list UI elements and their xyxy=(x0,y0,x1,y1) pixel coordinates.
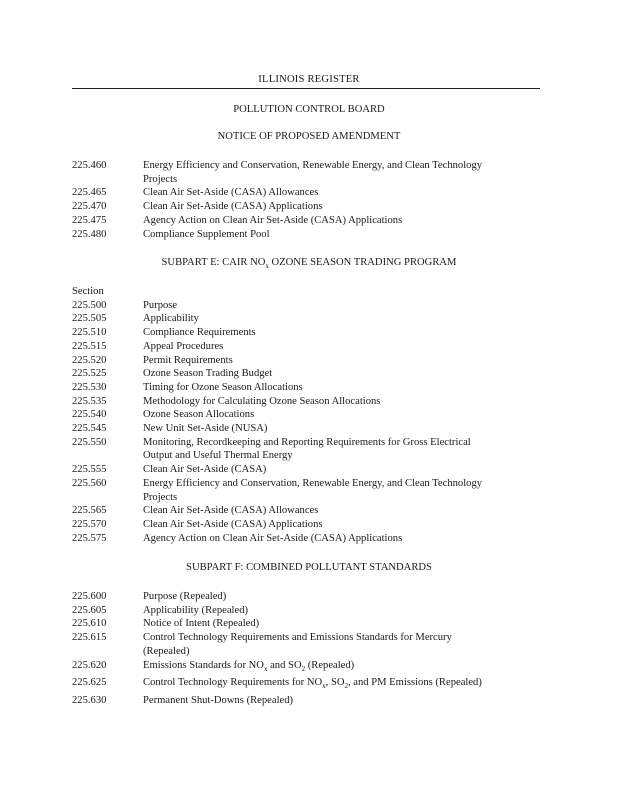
section-title: Timing for Ozone Season Allocations xyxy=(143,381,303,393)
list-item xyxy=(72,617,542,631)
list-item-continuation xyxy=(72,491,542,505)
list-item xyxy=(72,408,542,422)
section-number: 225.540 xyxy=(72,409,107,421)
section-title: Clean Air Set-Aside (CASA) Applications xyxy=(143,518,323,530)
section-title: Permanent Shut-Downs (Repealed) xyxy=(143,695,294,707)
section-title: Clean Air Set-Aside (CASA) xyxy=(143,464,267,476)
section-title: Clean Air Set-Aside (CASA) Applications xyxy=(143,201,323,213)
section-title: Control Technology Requirements and Emissions Standards for Mercury xyxy=(143,632,452,644)
section-title-cont: Output and Useful Thermal Energy xyxy=(143,450,293,462)
section-title-cont: (Repealed) xyxy=(143,645,190,657)
list-item xyxy=(72,532,542,546)
list-item xyxy=(72,214,542,228)
list-item xyxy=(72,340,542,354)
list-item xyxy=(72,200,542,214)
section-number: 225.620 xyxy=(72,659,107,671)
section-number: 225.625 xyxy=(72,677,107,689)
section-title: Clean Air Set-Aside (CASA) Allowances xyxy=(143,187,319,199)
list-item xyxy=(72,477,542,491)
list-item xyxy=(72,422,542,436)
subpart-e-heading: SUBPART E: CAIR $NO_x$ OZONE SEASON TRADING PROGRAM xyxy=(161,257,457,271)
list-item xyxy=(72,367,542,381)
section-title: Permit Requirements xyxy=(143,354,233,366)
section-number: 225.575 xyxy=(72,532,107,544)
section-number: 225.605 xyxy=(72,604,107,616)
section-number: 225.520 xyxy=(72,354,107,366)
section-number: 225.525 xyxy=(72,368,107,380)
list-item xyxy=(72,504,542,518)
section-number: 225.570 xyxy=(72,518,107,530)
header-rule xyxy=(72,88,540,89)
list-item-continuation xyxy=(72,173,542,187)
notice-title: NOTICE OF PROPOSED AMENDMENT xyxy=(217,131,401,142)
section-number: 225.475 xyxy=(72,214,107,226)
section-title-cont: Projects xyxy=(143,491,178,503)
section-title: Compliance Requirements xyxy=(143,327,256,339)
section-title-cont: Projects xyxy=(143,173,178,185)
list-item xyxy=(72,186,542,200)
section-number: 225.480 xyxy=(72,228,107,240)
list-item xyxy=(72,518,542,532)
list-item xyxy=(72,299,542,313)
list-item xyxy=(72,694,542,708)
section-title: Clean Air Set-Aside (CASA) Allowances xyxy=(143,505,319,517)
section-number: 225.465 xyxy=(72,187,107,199)
section-number: 225.460 xyxy=(72,160,107,171)
section-title: Applicability xyxy=(143,313,199,325)
list-item xyxy=(72,604,542,618)
section-title: Applicability (Repealed) xyxy=(143,604,249,616)
section-title: Ozone Season Allocations xyxy=(143,409,255,421)
board-title: POLLUTION CONTROL BOARD xyxy=(233,104,385,115)
section-title: Methodology for Calculating Ozone Season Allocations xyxy=(143,395,381,407)
section-number: 225.530 xyxy=(72,381,107,393)
list-item-continuation xyxy=(72,449,542,463)
section-number: 225.515 xyxy=(72,340,107,352)
section-number: 225.470 xyxy=(72,201,107,213)
list-item xyxy=(72,436,542,450)
list-item xyxy=(72,312,542,326)
section-title: Energy Efficiency and Conservation, Renewable Energy, and Clean Technology xyxy=(143,160,483,171)
section-title: Ozone Season Trading Budget xyxy=(143,368,273,380)
list-item xyxy=(72,463,542,477)
section-title: Compliance Supplement Pool xyxy=(143,228,270,240)
subpart-e-list xyxy=(72,285,542,545)
section-title: Control Technology Requirements for $NO_x$, $SO_2$, and PM Emissions (Repealed) xyxy=(143,677,482,691)
list-item-continuation xyxy=(72,645,542,659)
list-item xyxy=(72,676,542,694)
section-number: 225.505 xyxy=(72,313,107,325)
section-number: 225.615 xyxy=(72,632,107,644)
section-number: 225.565 xyxy=(72,505,107,517)
section-title: Agency Action on Clean Air Set-Aside (CASA) Applications xyxy=(143,214,403,226)
section-title: Energy Efficiency and Conservation, Renewable Energy, and Clean Technology xyxy=(143,477,483,489)
section-number: 225.550 xyxy=(72,436,107,448)
subpart-f-heading: SUBPART F: COMBINED POLLUTANT STANDARDS xyxy=(186,562,432,573)
section-title: Monitoring, Recordkeeping and Reporting Requirements for Gross Electrical xyxy=(143,436,471,448)
top-section-list xyxy=(72,159,542,241)
section-title: Appeal Procedures xyxy=(143,340,224,352)
section-title: Agency Action on Clean Air Set-Aside (CASA) Applications xyxy=(143,532,403,544)
section-number: 225.610 xyxy=(72,618,107,630)
list-item xyxy=(72,590,542,604)
section-title: Purpose xyxy=(143,299,178,311)
list-item xyxy=(72,159,542,173)
list-item xyxy=(72,326,542,340)
list-item xyxy=(72,631,542,645)
register-title: ILLINOIS REGISTER xyxy=(258,74,360,85)
list-item xyxy=(72,395,542,409)
subpart-f-list xyxy=(72,590,542,708)
section-number: 225.545 xyxy=(72,423,107,435)
list-item xyxy=(72,659,542,677)
section-number: 225.600 xyxy=(72,591,107,602)
section-number: 225.560 xyxy=(72,477,107,489)
section-title: Emissions Standards for $NO_x$ and $SO_2$ (Repealed) xyxy=(143,659,355,673)
section-number: 225.510 xyxy=(72,327,107,339)
list-item xyxy=(72,228,542,242)
section-number: 225.555 xyxy=(72,464,107,476)
section-column-label: Section xyxy=(72,286,104,297)
section-number: 225.535 xyxy=(72,395,107,407)
section-title: New Unit Set-Aside (NUSA) xyxy=(143,423,268,435)
section-title: Purpose (Repealed) xyxy=(143,591,227,602)
list-item xyxy=(72,354,542,368)
section-number: 225.500 xyxy=(72,299,107,311)
list-item xyxy=(72,381,542,395)
section-number: 225.630 xyxy=(72,695,107,707)
section-title: Notice of Intent (Repealed) xyxy=(143,618,260,630)
